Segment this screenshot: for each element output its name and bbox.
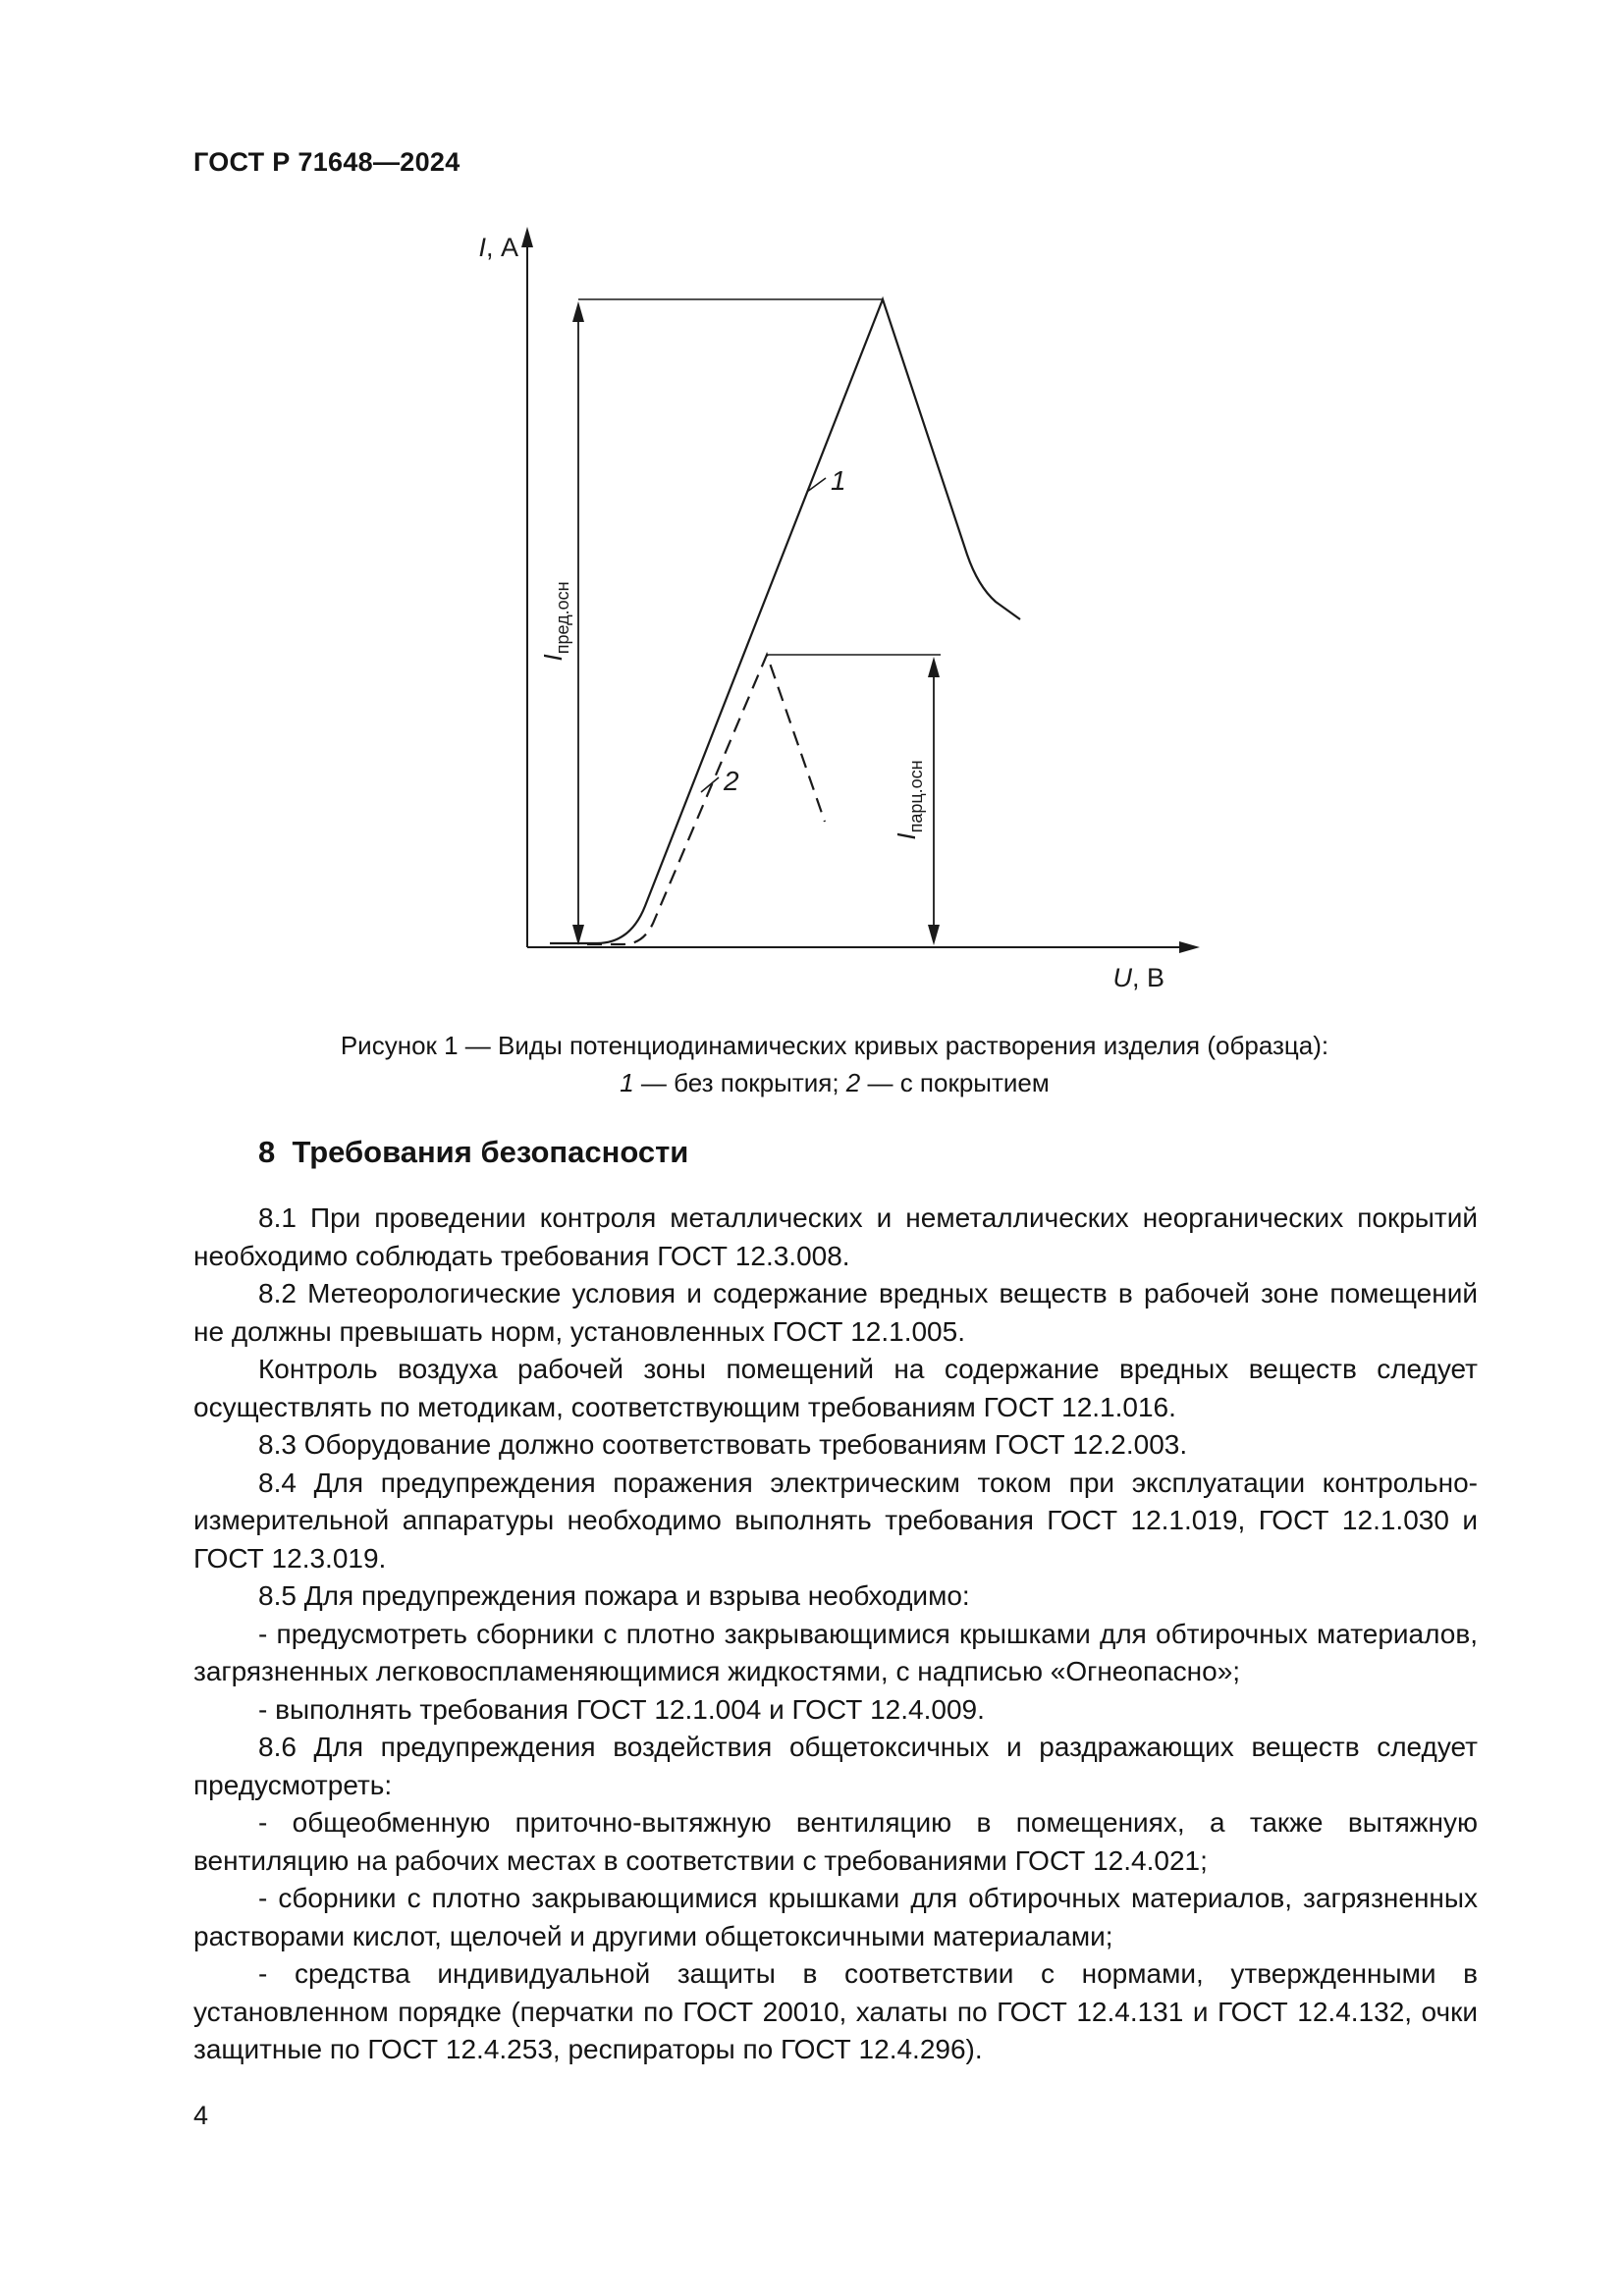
partial-current-label: $I_{парц.осн}$ [892, 760, 926, 840]
x-axis-arrowhead-icon [1179, 941, 1200, 953]
partial-current-arrow-down-icon [928, 925, 940, 945]
paragraph-8-4: 8.4 Для предупреждения поражения электрическим током при эксплуатации контрольно-измерительной аппаратуры необходимо выполнять требования ГОСТ 12.1.019, ГОСТ 12.1.030 и ГОСТ 12.3.019. [193, 1467, 1478, 1574]
paragraph-8-5: 8.5 Для предупреждения пожара и взрыва необходимо: [258, 1580, 970, 1611]
x-axis-label: U, В [1112, 963, 1164, 992]
paragraph-8-2-note: Контроль воздуха рабочей зоны помещений на содержание вредных веществ следует осуществлять по методикам, соответствующим требованиям ГОСТ 12.1.016. [193, 1354, 1478, 1422]
y-axis-label: I, А [478, 233, 518, 262]
legend-curve-1-text: — без покрытия; [633, 1068, 846, 1097]
figure-caption [193, 1027, 1476, 1101]
partial-current-arrow-up-icon [928, 657, 940, 677]
paragraph-8-6: 8.6 Для предупреждения воздействия общетоксичных и раздражающих веществ следует предусмотреть: [193, 1732, 1478, 1800]
figure-caption-title: Рисунок 1 — Виды потенциодинамических кривых растворения изделия (образца): [340, 1031, 1329, 1060]
legend-curve-2-text: — с покрытием [860, 1068, 1050, 1097]
curve-1 [550, 299, 1020, 943]
document-header: ГОСТ Р 71648—2024 [193, 147, 460, 177]
paragraph-8-3: 8.3 Оборудование должно соответствовать требованиям ГОСТ 12.2.003. [258, 1429, 1188, 1460]
paragraph-8-1: 8.1 При проведении контроля металлических и неметаллических неорганических покрытий необходимо соблюдать требования ГОСТ 12.3.008. [193, 1202, 1478, 1271]
limit-current-arrow-down-icon [572, 925, 584, 945]
legend-curve-1-number: 1 [620, 1068, 634, 1097]
curve-1-label: 1 [831, 465, 846, 496]
limit-current-label: $I_{пред.осн}$ [538, 581, 572, 662]
paragraph-8-6-item-3: - средства индивидуальной защиты в соответствии с нормами, утвержденными в установленном порядке (перчатки по ГОСТ 20010, халаты по ГОСТ 12.4.131 и ГОСТ 12.4.132, очки защитные по ГОСТ 12.4.253, респираторы по ГОСТ 12.4.296). [193, 1958, 1478, 2064]
curve-2-label: 2 [724, 766, 739, 796]
figure-caption-legend [193, 1064, 1476, 1101]
paragraph-8-5-item-2: - выполнять требования ГОСТ 12.1.004 и ГОСТ 12.4.009. [258, 1693, 985, 1725]
paragraph-8-2: 8.2 Метеорологические условия и содержание вредных веществ в рабочей зоне помещений не должны превышать норм, установленных ГОСТ 12.1.005. [193, 1278, 1478, 1347]
section-heading: 8 Требования безопасности [258, 1135, 689, 1169]
figure-1-chart [471, 221, 1218, 1006]
curve-2 [587, 655, 825, 944]
page-number: 4 [193, 2101, 209, 2130]
y-axis-arrowhead-icon [521, 227, 533, 247]
section-body [193, 1200, 1478, 2069]
paragraph-8-6-item-1: - общеобменную приточно-вытяжную вентиляцию в помещениях, а также вытяжную вентиляцию на рабочих местах в соответствии с требованиями ГОСТ 12.4.021; [193, 1807, 1478, 1876]
paragraph-8-5-item-1: - предусмотреть сборники с плотно закрывающимися крышками для обтирочных материалов, загрязненных легковоспламеняющимися жидкостями, с надписью «Огнеопасно»; [193, 1618, 1478, 1686]
legend-curve-2-number: 2 [845, 1068, 861, 1097]
limit-current-arrow-up-icon [572, 301, 584, 322]
paragraph-8-6-item-2: - сборники с плотно закрывающимися крышками для обтирочных материалов, загрязненных растворами кислот, щелочей и другими общетоксичными материалами; [193, 1883, 1478, 1951]
